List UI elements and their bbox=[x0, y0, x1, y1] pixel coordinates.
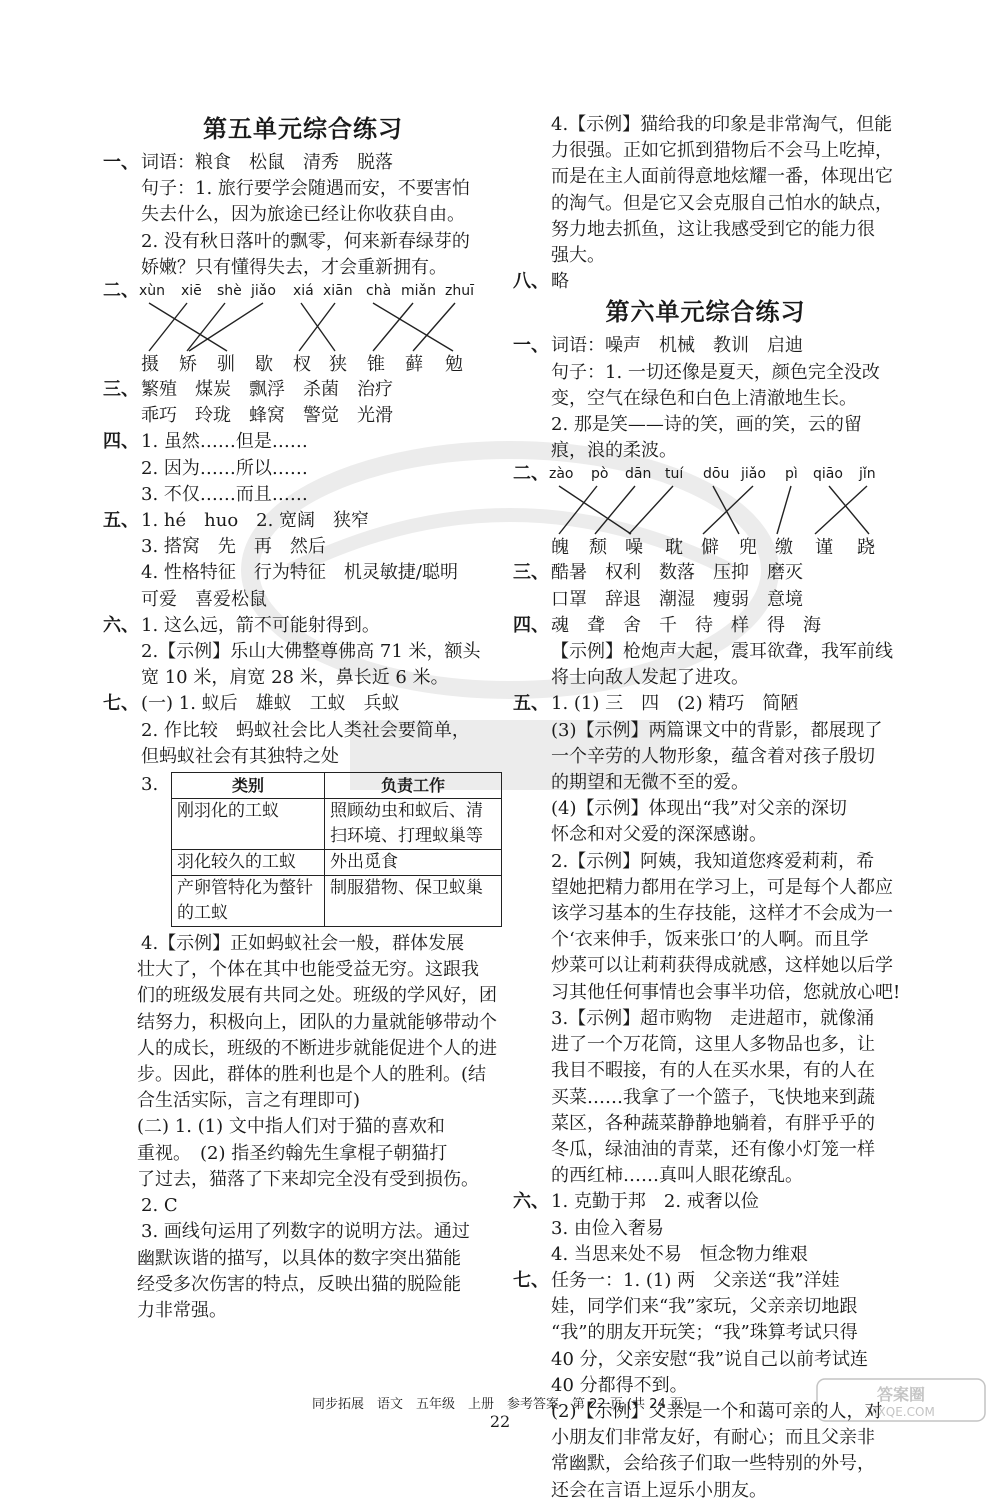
section-number: 七、 bbox=[103, 693, 139, 715]
char: 杈 bbox=[293, 354, 311, 376]
char: 噪 bbox=[625, 537, 643, 559]
answer-text: 酷暑 权利 数落 压抑 磨灭 bbox=[551, 562, 803, 584]
pinyin: pì bbox=[785, 466, 798, 483]
match-lines-svg bbox=[513, 484, 898, 536]
q7-line: 壮大了，个体在其中也能受益无穷。这跟我 bbox=[137, 959, 479, 981]
q7-line: 幽默诙谐的描写，以具体的数字突出猫能 bbox=[137, 1247, 461, 1269]
q7-line: 但蚂蚁社会有其独特之处 bbox=[141, 745, 339, 767]
pinyin: miǎn bbox=[401, 283, 436, 300]
answer-text: 词语：噪声 机械 教训 启迪 bbox=[551, 335, 803, 357]
section-number: 五、 bbox=[103, 510, 139, 532]
q7-line bbox=[103, 691, 503, 717]
char: 耽 bbox=[665, 537, 683, 559]
pinyin: zhuī bbox=[445, 283, 474, 300]
pinyin: jǐn bbox=[859, 466, 876, 483]
table-cell: 外出觅食 bbox=[325, 850, 502, 876]
q7-line: 人的成长，班级的不断进步就能促进个人的进 bbox=[137, 1037, 497, 1059]
prev-answer-line: 努力地去抓鱼，这让我感受到它的能力很 bbox=[551, 218, 875, 240]
q6-line: 4. 当思来处不易 恒念物力维艰 bbox=[551, 1243, 808, 1265]
char: 锥 bbox=[367, 354, 385, 376]
q3-line bbox=[103, 377, 503, 403]
q7-line: 2. 作比较 蚂蚁社会比人类社会要简单， bbox=[141, 719, 470, 741]
q7-line: 3. 画线句运用了列数字的说明方法。通过 bbox=[141, 1221, 470, 1243]
answer-text: 任务一：1. (1) 两 父亲送“我”洋娃 bbox=[551, 1269, 840, 1291]
q7-line: 还会在言语上逗乐小朋友。 bbox=[551, 1479, 767, 1501]
section-number: 二、 bbox=[103, 280, 139, 302]
q8-line bbox=[513, 269, 898, 295]
duty-table-block bbox=[103, 772, 503, 927]
prev-answer-line: 而是在主人面前得意地炫耀一番，体现出它 bbox=[551, 166, 893, 188]
pinyin: shè bbox=[217, 283, 242, 300]
corner-watermark-text: 答案圈 bbox=[876, 1385, 926, 1404]
q7-line: 4.【示例】正如蚂蚁社会一般，群体发展 bbox=[141, 933, 465, 955]
answer-text: 1. 克勤于邦 2. 戒奢以俭 bbox=[551, 1191, 759, 1213]
answer-text: 词语：粮食 松鼠 清秀 脱落 bbox=[141, 152, 393, 173]
q5-line: (3)【示例】两篇课文中的背影，都展现了 bbox=[551, 719, 883, 741]
prev-answer-line: 强大。 bbox=[551, 245, 605, 267]
table-cell: 照顾幼虫和蚁后、清扫环境、打理蚁巢等 bbox=[325, 799, 502, 850]
q7-line: 步。因此，群体的胜利也是个人的胜利。(结 bbox=[137, 1064, 487, 1086]
q4-line: 3. 不仅……而且…… bbox=[141, 483, 308, 505]
matching-lines bbox=[513, 484, 898, 536]
table-header: 类别 bbox=[172, 773, 325, 799]
q4-line: 【示例】枪炮声大起，震耳欲聋，我军前线 bbox=[551, 641, 893, 663]
q7-line: 小朋友们非常友好，有耐心；而且父亲非 bbox=[551, 1427, 875, 1449]
table-cell: 羽化较久的工蚁 bbox=[172, 850, 325, 876]
char: 狭 bbox=[329, 354, 347, 376]
left-column bbox=[103, 112, 503, 1324]
char: 颓 bbox=[589, 537, 607, 559]
pinyin: zào bbox=[549, 466, 574, 483]
q7-line: 经受多次伤害的特点，反映出猫的脱险能 bbox=[137, 1273, 461, 1295]
char: 魄 bbox=[551, 537, 569, 559]
pinyin: tuí bbox=[665, 466, 684, 483]
pinyin: xiē bbox=[181, 283, 202, 300]
section-number: 八、 bbox=[513, 271, 549, 293]
q1-line: 2. 没有秋日落叶的飘零，何来新春绿芽的 bbox=[141, 230, 470, 252]
q1-line: 变，空气在绿色和白色上清澈地生长。 bbox=[551, 387, 857, 409]
char: 矫 bbox=[179, 354, 197, 376]
q6-line: 宽 10 米，肩宽 28 米，鼻长近 6 米。 bbox=[141, 667, 449, 689]
q1-line: 句子：1. 一切还像是夏天，颜色完全没改 bbox=[551, 361, 880, 383]
q3-line: 口罩 辞退 潮湿 瘦弱 意境 bbox=[551, 588, 803, 610]
section-number: 六、 bbox=[513, 1191, 549, 1213]
table-row bbox=[172, 850, 502, 876]
table-row bbox=[172, 799, 502, 850]
q1-line: 娇嫩？只有懂得失去，才会重新拥有。 bbox=[141, 256, 447, 278]
char: 跷 bbox=[857, 537, 875, 559]
char: 僻 bbox=[701, 537, 719, 559]
q6-line: 2.【示例】乐山大佛整尊佛高 71 米，额头 bbox=[141, 641, 481, 663]
q5-line: 进了一个万花筒，这里人多物品也多，让 bbox=[551, 1034, 875, 1056]
q5-line bbox=[103, 508, 503, 534]
q7-line: 40 分都得不到。 bbox=[551, 1374, 688, 1396]
q5-line bbox=[513, 691, 898, 717]
prev-answer-line: 4.【示例】猫给我的印象是非常淘气，但能 bbox=[551, 114, 893, 135]
q4-line: 2. 因为……所以…… bbox=[141, 457, 308, 479]
table-cell: 刚羽化的工蚁 bbox=[172, 799, 325, 850]
q5-line: 的期望和无微不至的爱。 bbox=[551, 772, 749, 794]
q7-line: 重视。 (2) 指圣约翰先生拿棍子朝猫打 bbox=[137, 1142, 448, 1164]
table-cell: 制服猎物、保卫蚁巢 bbox=[325, 876, 502, 927]
char: 谨 bbox=[815, 537, 833, 559]
section-number: 一、 bbox=[513, 335, 549, 357]
q7-line: 娃，同学们来“我”家玩，父亲亲切地跟 bbox=[551, 1296, 858, 1318]
pinyin: dān bbox=[625, 466, 652, 483]
char: 摄 bbox=[141, 354, 159, 376]
item-number: 3. bbox=[141, 774, 159, 796]
q7-line: 力非常强。 bbox=[137, 1299, 227, 1321]
pinyin: dōu bbox=[703, 466, 730, 483]
q5-line: 怀念和对父爱的深深感谢。 bbox=[551, 824, 767, 846]
answer-text: 魂 聋 舍 千 待 样 得 海 bbox=[551, 614, 821, 636]
page-number: 22 bbox=[489, 1412, 511, 1431]
section-number: 五、 bbox=[513, 693, 549, 715]
section-number: 二、 bbox=[513, 463, 549, 485]
q5-line: 买菜……我拿了一个篮子，飞快地来到蔬 bbox=[551, 1086, 875, 1108]
section-number: 四、 bbox=[513, 614, 549, 636]
q7-line: 们的班级发展有共同之处。班级的学风好，团 bbox=[137, 985, 497, 1007]
section-number: 一、 bbox=[103, 152, 139, 173]
pinyin: qiāo bbox=[813, 466, 843, 483]
table-header: 负责工作 bbox=[325, 773, 502, 799]
q7-line: 常幽默，会给孩子们取一些特别的外号， bbox=[551, 1453, 875, 1475]
q7-line: (2)【示例】父亲是一个和蔼可亲的人，对 bbox=[551, 1400, 883, 1422]
q5-line: 我目不暇接，有的人在买水果，有的人在 bbox=[551, 1060, 875, 1082]
prev-answer-line: 力很强。正如它抓到猎物后不会马上吃掉， bbox=[551, 140, 893, 162]
char: 歇 bbox=[255, 354, 273, 376]
answer-text: (一) 1. 蚁后 雄蚁 工蚁 兵蚁 bbox=[141, 693, 400, 715]
match-lines-svg bbox=[103, 301, 503, 353]
q5-line: 菜区，各种蔬菜静静地躺着，有胖乎乎的 bbox=[551, 1112, 875, 1134]
q5-line: 3.【示例】超市购物 走进超市，就像涌 bbox=[551, 1007, 875, 1029]
pinyin: xiá bbox=[293, 283, 314, 300]
q1-line: 失去什么，因为旅途已经让你收获自由。 bbox=[141, 204, 465, 226]
q4-line bbox=[103, 429, 503, 455]
q1-line: 痕，浪的柔波。 bbox=[551, 440, 677, 462]
matching-lines bbox=[103, 301, 503, 353]
pinyin-row bbox=[513, 464, 898, 484]
q1-line: 句子：1. 旅行要学会随遇而安，不要害怕 bbox=[141, 178, 470, 200]
answer-text: 1. (1) 三 四 (2) 精巧 简陋 bbox=[551, 693, 799, 715]
unit5-title: 第五单元综合练习 bbox=[203, 115, 403, 143]
section-number: 四、 bbox=[103, 431, 139, 453]
q3-line bbox=[513, 560, 898, 586]
char: 驯 bbox=[217, 354, 235, 376]
q5-line: 4. 性格特征 行为特征 机灵敏捷/聪明 bbox=[141, 562, 458, 584]
corner-watermark-url: MXQE.COM bbox=[867, 1405, 935, 1419]
q1-line bbox=[513, 333, 898, 359]
q5-line: 习其他任何事情也会事半功倍，您就放心吧! bbox=[551, 981, 901, 1003]
q4-line bbox=[513, 613, 898, 639]
q7-line: 40 分，父亲安慰“我”说自己以前考试连 bbox=[551, 1348, 869, 1370]
q5-line: (4)【示例】体现出“我”对父亲的深切 bbox=[551, 798, 847, 820]
page-footer: 同步拓展 语文 五年级 上册 参考答案 第 22 页 (共 24 页) bbox=[312, 1397, 688, 1412]
q4-line: 将士向敌人发起了进攻。 bbox=[551, 667, 749, 689]
q5-line: 冬瓜，绿油油的青菜，还有像小灯笼一样 bbox=[551, 1138, 875, 1160]
answer-text: 略 bbox=[551, 271, 569, 293]
pinyin: xiān bbox=[323, 283, 353, 300]
unit6-title: 第六单元综合练习 bbox=[605, 298, 806, 327]
q1-line bbox=[103, 150, 503, 176]
pinyin: pò bbox=[591, 466, 609, 483]
char: 藓 bbox=[405, 354, 423, 376]
char: 勉 bbox=[445, 354, 463, 376]
section-number: 七、 bbox=[513, 1269, 549, 1291]
q7-line: 了过去，猫落了下来却完全没有受到损伤。 bbox=[137, 1168, 479, 1190]
char: 兜 bbox=[739, 537, 757, 559]
section-number: 六、 bbox=[103, 614, 139, 636]
q3-line: 乖巧 玲珑 蜂窝 警觉 光滑 bbox=[141, 405, 393, 427]
q7-line bbox=[513, 1268, 898, 1294]
char: 缴 bbox=[775, 537, 793, 559]
q5-line: 的西红柿……真叫人眼花缭乱。 bbox=[551, 1165, 803, 1187]
corner-watermark-logo bbox=[816, 1378, 986, 1422]
q5-line: 个‘衣来伸手，饭来张口’的人啊。而且学 bbox=[551, 929, 869, 951]
ant-duty-table bbox=[171, 772, 502, 927]
answer-text: 1. 虽然……但是…… bbox=[141, 431, 308, 453]
pinyin: chà bbox=[366, 283, 392, 300]
table-header-row bbox=[172, 773, 502, 799]
q7-line: 2. C bbox=[141, 1195, 178, 1217]
answer-text: 1. hé huo 2. 宽阔 狭窄 bbox=[141, 510, 370, 532]
table-row bbox=[172, 876, 502, 927]
section-number: 三、 bbox=[103, 379, 139, 401]
answer-text: 1. 这么远，箭不可能射得到。 bbox=[141, 614, 380, 636]
q5-line: 可爱 喜爱松鼠 bbox=[141, 588, 267, 610]
section-number: 三、 bbox=[513, 562, 549, 584]
q7-line: “我”的朋友开玩笑；“我”珠算考试只得 bbox=[551, 1322, 858, 1344]
q5-line: 一个辛劳的人物形象，蕴含着对孩子殷切 bbox=[551, 745, 875, 767]
q1-line: 2. 那是笑——诗的笑，画的笑，云的留 bbox=[551, 414, 862, 436]
prev-answer-line: 的淘气。但是它又会克服自己怕水的缺点， bbox=[551, 192, 893, 214]
answer-text: 繁殖 煤炭 飘浮 杀菌 治疗 bbox=[141, 379, 393, 401]
q7-line: 结努力，积极向上，团队的力量就能够带动个 bbox=[137, 1011, 497, 1033]
q5-line: 该学习基本的生存技能，这样才不会成为一 bbox=[551, 903, 893, 925]
q6-line bbox=[513, 1189, 898, 1215]
q5-line: 2.【示例】阿姨，我知道您疼爱莉莉，希 bbox=[551, 850, 875, 872]
q7-line: 合生活实际，言之有理即可) bbox=[137, 1090, 361, 1112]
q5-line: 3. 搭窝 先 再 然后 bbox=[141, 536, 326, 558]
char-row bbox=[513, 536, 898, 560]
q6-line: 3. 由俭入奢易 bbox=[551, 1217, 664, 1239]
q5-line: 望她把精力都用在学习上，可是每个人都应 bbox=[551, 876, 893, 898]
pinyin: xùn bbox=[139, 283, 166, 300]
char-row bbox=[103, 353, 503, 377]
q6-line bbox=[103, 613, 503, 639]
table-cell: 产卵管特化为螫针的工蚁 bbox=[172, 876, 325, 927]
q7-line: (二) 1. (1) 文中指人们对于猫的喜欢和 bbox=[137, 1116, 445, 1138]
pinyin: jiǎo bbox=[251, 283, 276, 300]
pinyin-row bbox=[103, 281, 503, 301]
pinyin: jiǎo bbox=[741, 466, 766, 483]
q5-line: 炒菜可以让莉莉获得成就感，这样她以后学 bbox=[551, 955, 893, 977]
